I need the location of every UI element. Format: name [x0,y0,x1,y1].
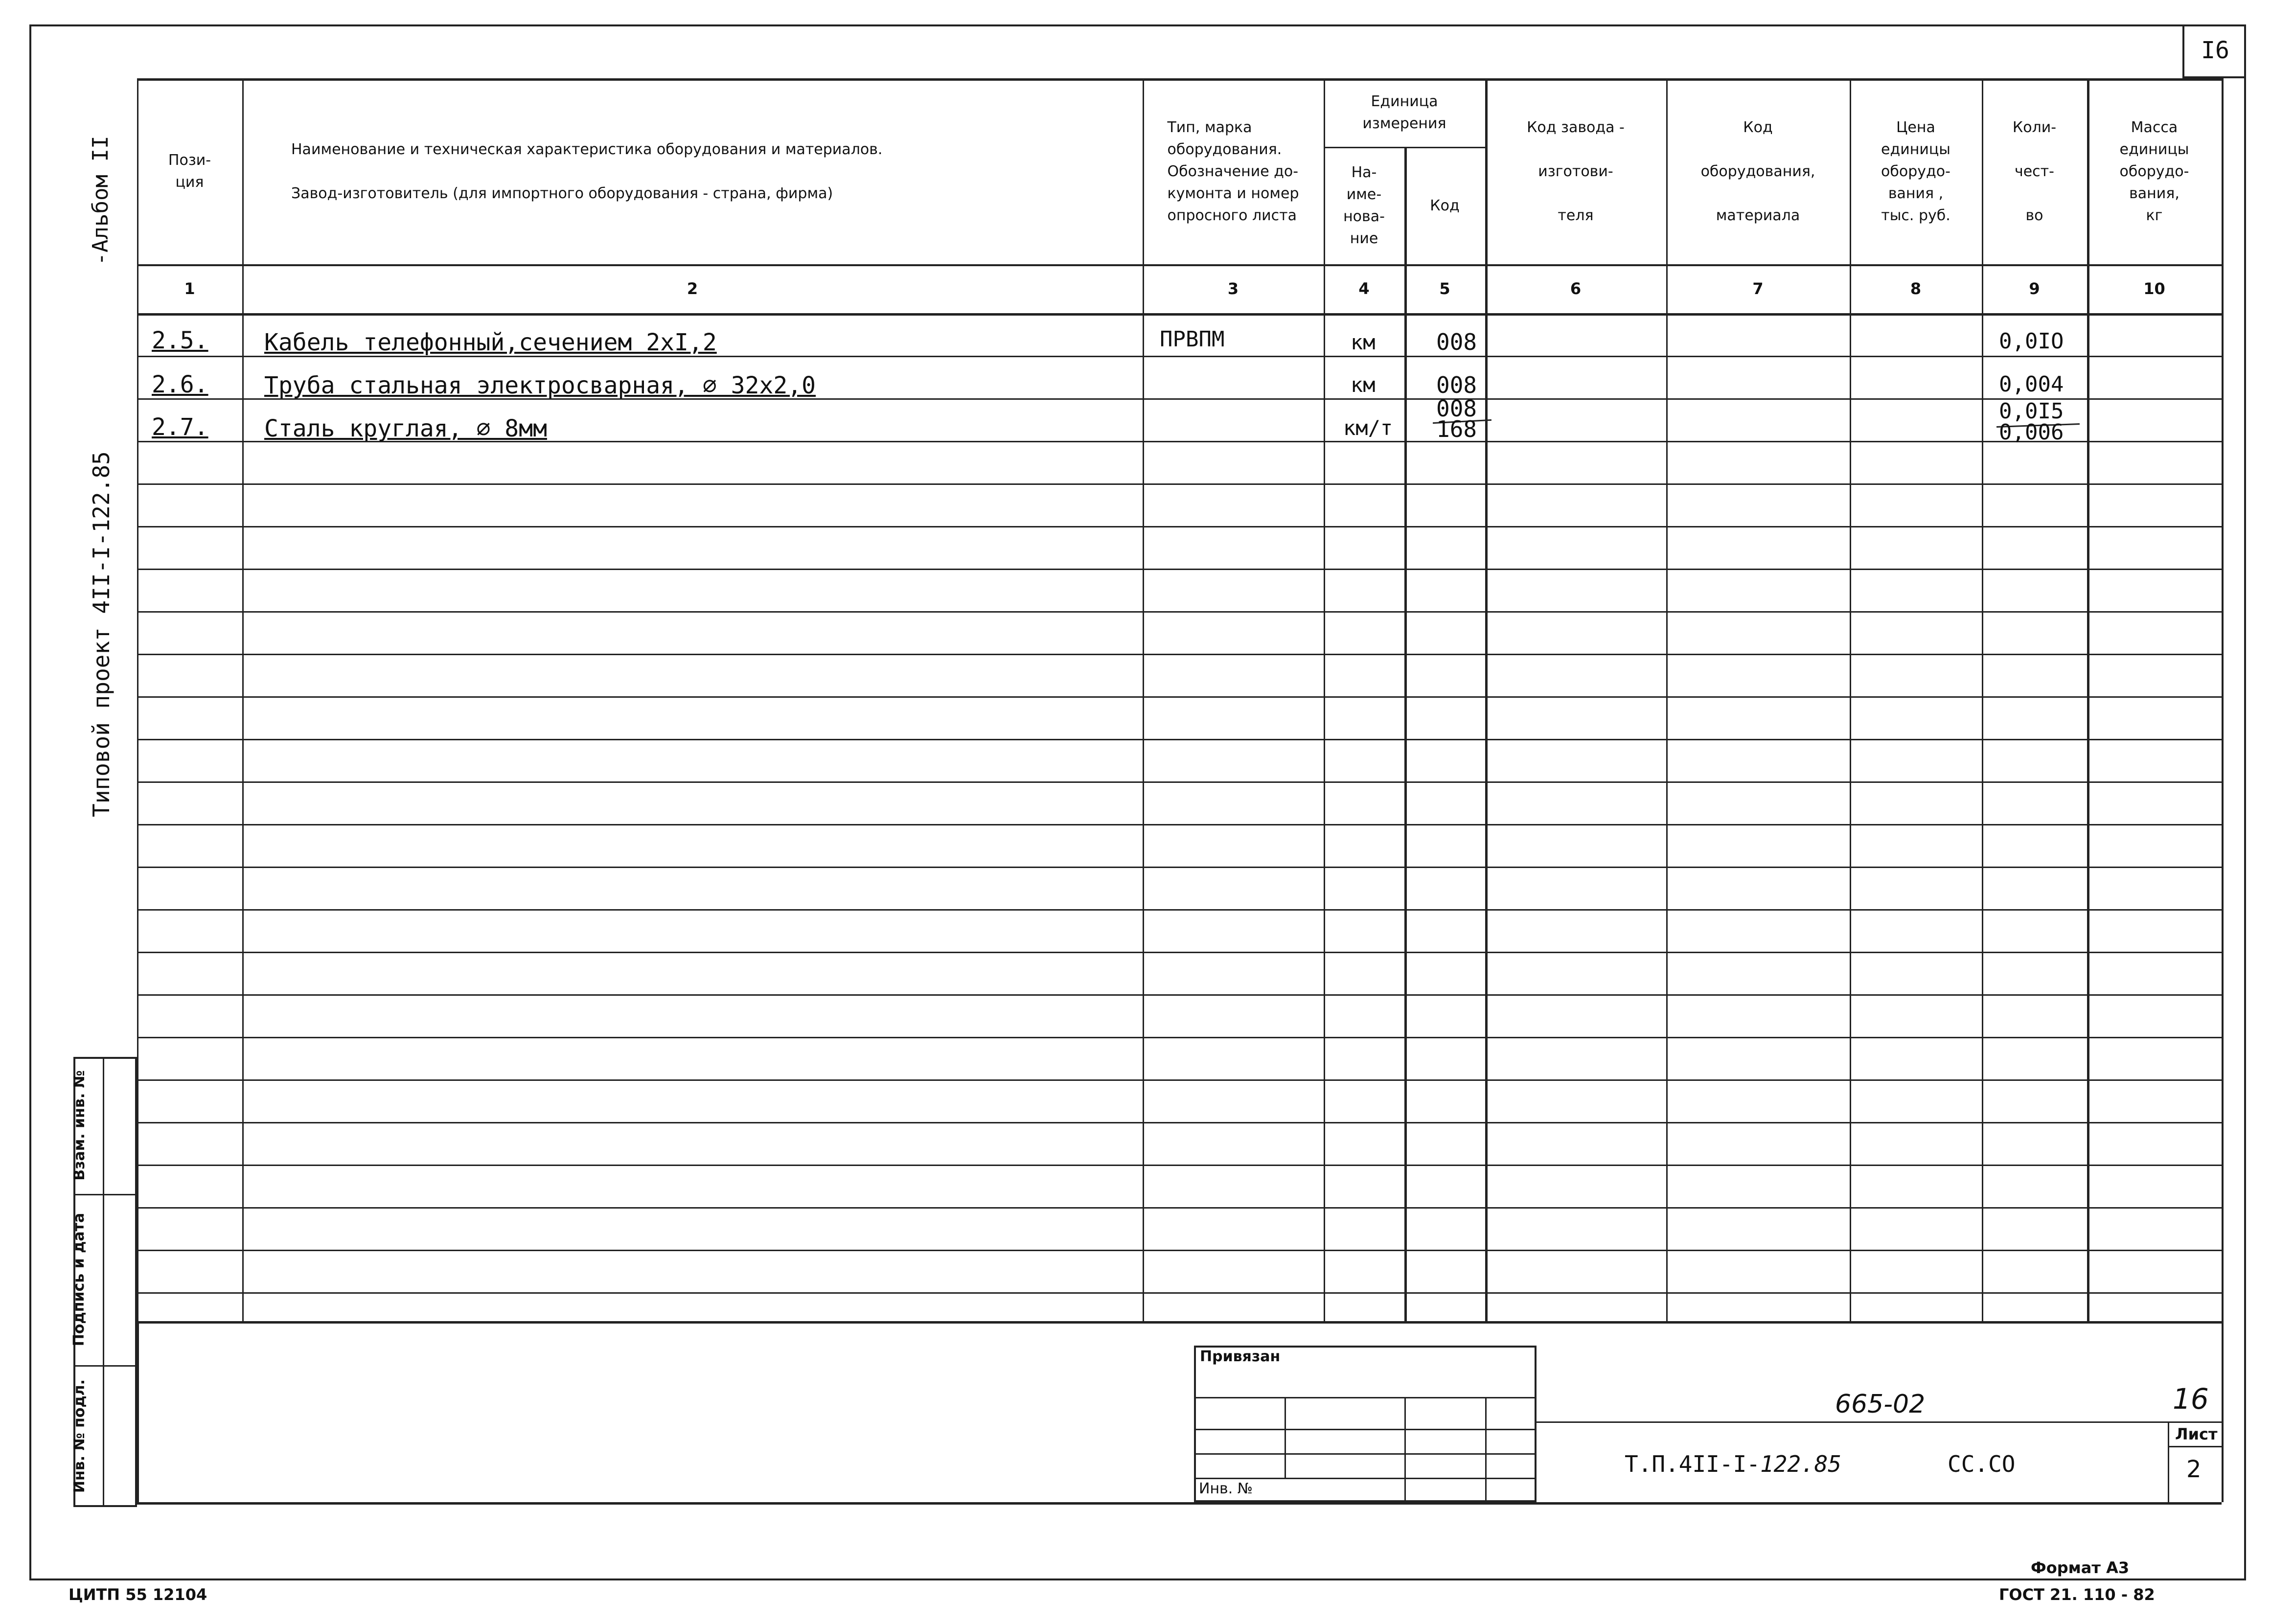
row-code: 008 [1436,395,1477,422]
footer-left: ЦИТП 55 12104 [69,1585,207,1604]
colnum-7: 7 [1752,279,1764,298]
stamp-label-podpis: Подпись и дата [70,1212,88,1347]
handwritten-number: 665-02 [1835,1390,1926,1419]
row-line [137,952,2222,953]
header-position: Пози- ция [168,152,211,191]
colnum-3: 3 [1227,279,1239,298]
sheet-total: 16 [2173,1382,2209,1416]
row-position: 2.5. [152,327,208,354]
row-position: 2.7. [152,413,208,441]
header-unit-code: Код [1430,197,1460,214]
row-qty: 0,0IO [1999,329,2064,354]
colnum-9: 9 [2029,279,2040,298]
row-line [137,1079,2222,1081]
footer-gost: ГОСТ 21. 110 - 82 [1999,1585,2155,1604]
corner-number: I6 [2201,37,2229,64]
colnum-2: 2 [687,279,698,298]
title-block-top [1537,1421,2222,1423]
bottom-area-bottom [137,1502,2222,1505]
stamp-vline-2 [1404,1397,1406,1502]
row-code: 008 [1436,372,1477,398]
doc-mark: СС.СО [1948,1451,2016,1477]
row-position: 2.6. [152,371,208,398]
row-line [137,483,2222,485]
row-name: Труба стальная электросварная, ∅ 32х2,0 [264,372,816,399]
row-line [137,781,2222,783]
side-album-label: -Альбом II [88,136,113,266]
header-name: Наименование и техническая характеристика оборудования и материалов. Завод-изготовитель (для импортного оборудования - страна, фирма) [291,140,883,202]
header-factory-code: Код завода - изготови- теля [1527,118,1625,224]
stamp-vline-1 [1285,1397,1286,1478]
stamp-inv-no: Инв. № [1199,1480,1253,1497]
row-line [137,994,2222,996]
header-quantity: Коли- чест- во [2012,118,2057,224]
row-line [137,1122,2222,1123]
row-unit: км [1351,330,1376,354]
row-unit: км [1351,373,1376,397]
row-name: Сталь круглая, ∅ 8мм [264,415,547,442]
stamp-privyazan: Привязан [1200,1348,1281,1365]
row-code-denominator: 168 [1436,416,1477,442]
row-qty: 0,0I5 [1999,399,2064,424]
header-price: Цена единицы оборудо- вания , тыс. руб. [1881,118,1950,224]
footer-format: Формат А3 [2031,1558,2130,1577]
row-line [137,739,2222,740]
row-type: ПРВПМ [1160,327,1225,352]
row-line [137,654,2222,655]
row-line [137,1292,2222,1294]
row-line [137,824,2222,825]
row-line [137,909,2222,911]
header-type: Тип, марка оборудования. Обозначение до- кумонта и номер опросного листа [1167,118,1299,224]
row-unit: км/т [1343,416,1393,440]
header-unit-group: Единица измерения [1362,93,1446,132]
row-name: Кабель телефонный,сечением 2хI,2 [264,329,717,356]
row-qty: 0,004 [1999,372,2064,397]
bottom-area-right [2222,78,2224,1502]
colnum-5: 5 [1439,279,1450,298]
row-line [137,569,2222,570]
title-block-list-sep [2168,1421,2169,1502]
list-label: Лист [2175,1425,2218,1443]
row-qty-denominator: 0,006 [1999,420,2064,445]
column-line [1404,147,1407,1321]
row-line [137,867,2222,868]
stamp-label-inv: Инв. № подл. [71,1379,88,1493]
row-code: 008 [1436,329,1477,355]
row-line [137,526,2222,527]
colnum-bottom-border [137,313,2222,316]
list-number: 2 [2186,1456,2202,1483]
row-line [137,1165,2222,1166]
row-line [137,1250,2222,1251]
table-bottom-border [137,1321,2222,1324]
row-line [137,696,2222,698]
stamp-label-vzam: Взам. инв. № [71,1070,88,1181]
colnum-10: 10 [2143,279,2165,298]
colnum-1: 1 [184,279,195,298]
side-project-label: Типовой проект 4II-I-122.85 [88,451,115,817]
bottom-area-left [137,1321,139,1502]
header-unit-name: На- име- нова- ние [1343,164,1385,247]
colnum-4: 4 [1358,279,1370,298]
row-line [137,1207,2222,1209]
row-line [137,1037,2222,1038]
colnum-8: 8 [1910,279,1922,298]
row-line [137,611,2222,613]
stamp-vline-3 [1485,1397,1487,1502]
header-material-code: Код оборудования, материала [1700,118,1815,224]
title-block-list-line [2168,1446,2222,1447]
colnum-6: 6 [1570,279,1582,298]
doc-code: Т.П.4II-I-122.85 [1625,1451,1842,1477]
header-mass: Масса единицы оборудо- вания, кг [2119,118,2189,224]
